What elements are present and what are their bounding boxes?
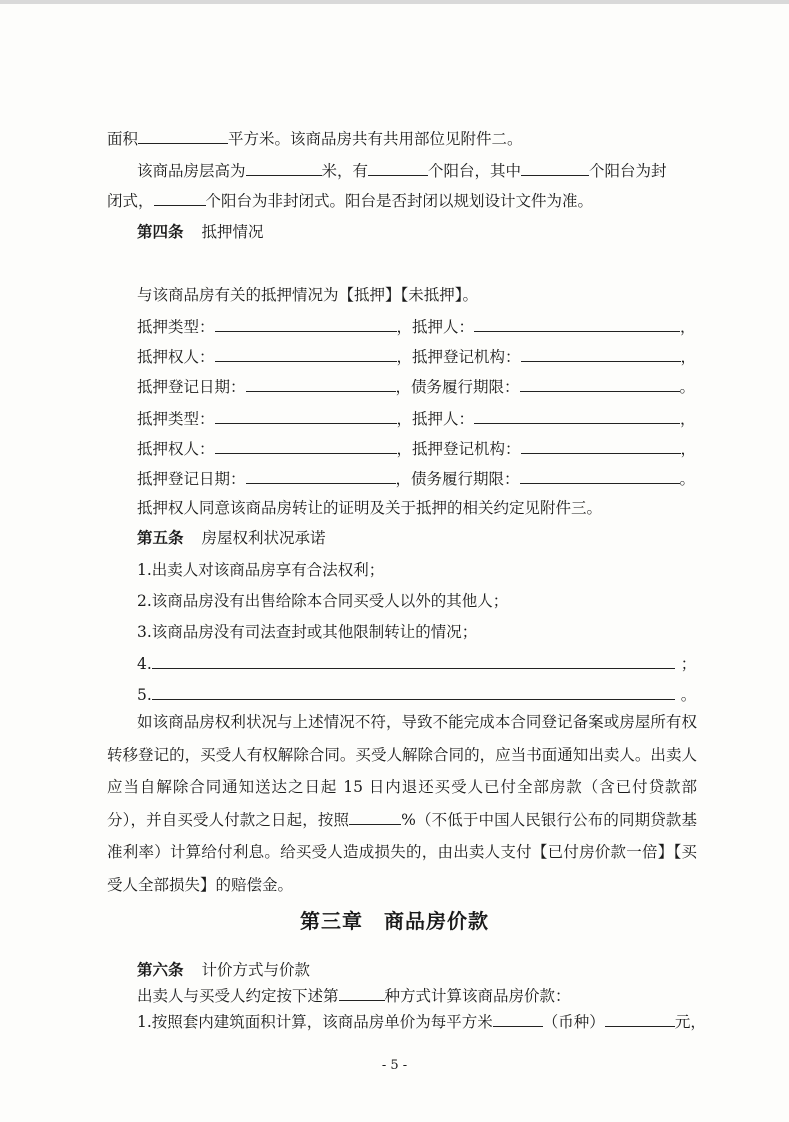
label: ，抵押登记机构： bbox=[396, 440, 521, 458]
text: 与该商品房有关的抵押情况为【抵押】【未抵押】。 bbox=[137, 286, 479, 304]
blank-field[interactable] bbox=[521, 160, 589, 176]
text: （币种） bbox=[542, 1013, 605, 1031]
label: ，抵押人： bbox=[396, 410, 475, 428]
text: 个阳台为封 bbox=[589, 162, 667, 180]
commitment-3 bbox=[137, 622, 727, 642]
blank-field[interactable] bbox=[605, 1011, 675, 1027]
text: 1.按照套内建筑面积计算，该商品房单价为每平方米 bbox=[137, 1013, 493, 1031]
text: 该商品房层高为 bbox=[137, 162, 246, 180]
text: 闭式， bbox=[107, 192, 154, 210]
punct: 。 bbox=[680, 686, 697, 704]
blank-field[interactable] bbox=[246, 376, 396, 392]
text: 2.该商品房没有出售给除本合同买受人以外的其他人； bbox=[137, 592, 509, 610]
mortgage-consent bbox=[137, 498, 727, 518]
article-label: 第五条 bbox=[137, 529, 184, 547]
mortgage-row bbox=[137, 376, 695, 397]
text: 面积 bbox=[107, 130, 139, 148]
text: 种方式计算该商品房价款： bbox=[384, 987, 571, 1005]
label: ，抵押人： bbox=[396, 318, 475, 336]
blank-field[interactable] bbox=[521, 438, 681, 454]
text: 米，有 bbox=[321, 162, 369, 180]
label: ，债务履行期限： bbox=[395, 470, 520, 488]
blank-field[interactable] bbox=[215, 316, 397, 332]
commitment-5 bbox=[137, 684, 727, 705]
blank-field[interactable] bbox=[474, 408, 680, 424]
blank-field[interactable] bbox=[215, 438, 397, 454]
blank-field[interactable] bbox=[246, 468, 396, 484]
article-label: 第六条 bbox=[137, 961, 184, 979]
label: ，债务履行期限： bbox=[395, 378, 520, 396]
text: 3.该商品房没有司法查封或其他限制转让的情况； bbox=[137, 623, 478, 641]
blank-field[interactable] bbox=[138, 128, 228, 144]
mortgage-row bbox=[137, 438, 696, 459]
blank-field[interactable] bbox=[520, 468, 680, 484]
pricing-method-line bbox=[137, 985, 727, 1006]
blank-field[interactable] bbox=[493, 1011, 543, 1027]
blank-field[interactable] bbox=[349, 809, 401, 825]
commitment-2 bbox=[137, 591, 727, 611]
article-4-heading bbox=[137, 222, 727, 242]
blank-field[interactable] bbox=[474, 316, 680, 332]
blank-field[interactable] bbox=[152, 653, 675, 669]
blank-field[interactable] bbox=[520, 376, 680, 392]
punct: ， bbox=[680, 440, 697, 458]
commitment-4 bbox=[137, 653, 727, 674]
label: 抵押登记日期： bbox=[137, 470, 246, 488]
blank-field[interactable] bbox=[215, 346, 397, 362]
text: 平方米。该商品房共有共用部位见附件二。 bbox=[228, 130, 523, 148]
label: 抵押登记日期： bbox=[137, 378, 246, 396]
article-6-heading bbox=[137, 960, 727, 980]
page-number: - 5 - bbox=[381, 1058, 408, 1073]
label: 抵押类型： bbox=[137, 318, 215, 336]
blank-field[interactable] bbox=[246, 160, 322, 176]
text: 4. bbox=[137, 655, 152, 673]
article-title: 抵押情况 bbox=[201, 223, 264, 241]
text: 如该商品房权利状况与上述情况不符，导致不能完成本合同登记备案或房屋所有权转移登记的，买受人有权解除合同。买受人解除合同的，应当书面通知出卖人。出卖人应当自解除合同通知送达之日起 15 日内退还买受人已付全部房款（含已付贷款部分），并自买受人付款之日起，按照 bbox=[107, 713, 697, 829]
mortgage-row bbox=[137, 316, 696, 337]
mortgage-intro bbox=[137, 285, 727, 305]
blank-field[interactable] bbox=[368, 160, 428, 176]
text: 个阳台为非封闭式。阳台是否封闭以规划设计文件为准。 bbox=[205, 192, 594, 210]
text: %（不低于中国人民银行公布的同期贷款基准利率）计算给付利息。给买受人造成损失的，由出卖人支付【已付房价款一倍】【买受人全部损失】的赔偿金。 bbox=[107, 810, 697, 894]
text: 出卖人与买受人约定按下述第 bbox=[137, 987, 339, 1005]
punct: 。 bbox=[679, 378, 696, 396]
blank-field[interactable] bbox=[521, 346, 681, 362]
blank-field[interactable] bbox=[154, 190, 206, 206]
article-title: 房屋权利状况承诺 bbox=[201, 529, 326, 547]
article-title: 计价方式与价款 bbox=[201, 961, 311, 979]
label: 抵押类型： bbox=[137, 410, 215, 428]
punct: ； bbox=[680, 655, 697, 673]
commitment-1 bbox=[137, 560, 727, 580]
mortgage-row bbox=[137, 468, 695, 489]
punct: ， bbox=[680, 410, 696, 428]
punct: ， bbox=[680, 348, 697, 366]
mortgage-row bbox=[137, 346, 696, 367]
chapter-heading: 第三章 商品房价款 bbox=[300, 909, 489, 933]
text: 个阳台，其中 bbox=[428, 162, 522, 180]
text: 5. bbox=[137, 686, 152, 704]
balcony-line bbox=[107, 190, 697, 211]
text: 元， bbox=[674, 1013, 706, 1031]
punct: ， bbox=[680, 318, 696, 336]
text: 抵押权人同意该商品房转让的证明及关于抵押的相关约定见附件三。 bbox=[137, 499, 603, 517]
punct: 。 bbox=[679, 470, 696, 488]
blank-field[interactable] bbox=[339, 985, 385, 1001]
mortgage-row bbox=[137, 408, 696, 429]
article-label: 第四条 bbox=[137, 223, 184, 241]
termination-paragraph bbox=[107, 706, 697, 901]
unit-price-line bbox=[137, 1011, 727, 1032]
label: 抵押权人： bbox=[137, 348, 215, 366]
blank-field[interactable] bbox=[152, 684, 675, 700]
label: 抵押权人： bbox=[137, 440, 215, 458]
text: 1.出卖人对该商品房享有合法权利； bbox=[137, 561, 385, 579]
blank-field[interactable] bbox=[215, 408, 397, 424]
label: ，抵押登记机构： bbox=[396, 348, 521, 366]
floor-height-line bbox=[137, 160, 727, 181]
area-line bbox=[107, 128, 697, 149]
article-5-heading bbox=[137, 528, 727, 548]
